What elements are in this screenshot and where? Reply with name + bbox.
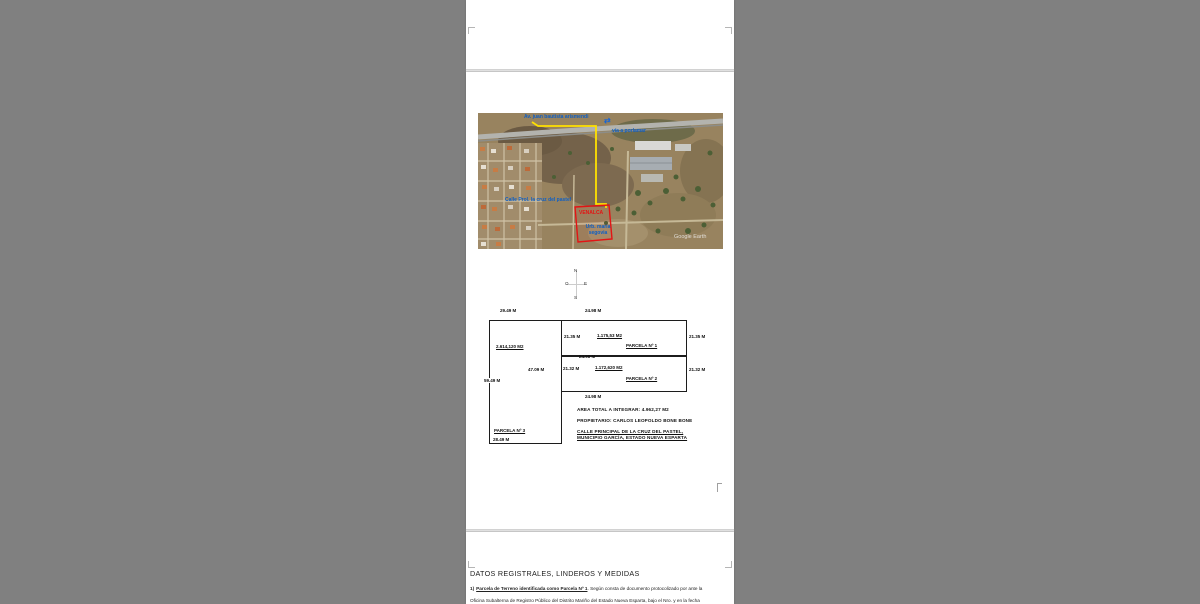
total-area-text: AREA TOTAL A INTEGRAR: 4.962,27 M2 [577,407,669,412]
neighborhood-label: Urb. maría segovia [585,224,611,236]
road-direction-label: vía a porlamar [612,128,646,134]
street-label: Calle Prol. la cruz del pastel [505,197,572,203]
margin-mark-icon [717,483,722,492]
margin-corner-icon [725,27,732,34]
dim-label: 21.35 M [689,334,706,339]
dim-label: 21.32 M [689,367,706,372]
margin-corner-icon [468,561,475,568]
dim-label: 59.49 M [484,378,501,383]
page-1[interactable] [466,0,734,69]
registry-item-1-line2: Oficina Subalterna de Registro Público del Distrito Mariño del Estado Nueva Esparta, bajo el Nro. y en la fecha [470,598,700,603]
double-arrow-icon: ⇄ [604,116,611,125]
registry-item-1 [470,586,732,592]
parcel2-label: PARCELA Nº 2 [626,376,658,381]
page-3[interactable] [466,532,734,604]
area-label: 1.175,53 M2 [597,333,623,338]
page-2[interactable] [466,72,734,529]
item-text: . Según consta de documento protocolizado por ante la [587,586,703,591]
document-column [466,0,734,604]
dim-label: 21.35 M [564,334,581,339]
item-title: Parcela de Terreno identificada como Parcela Nº 1 [476,586,588,591]
area-label: 2.614,120 M2 [496,344,524,349]
dim-label: 47.09 M [528,367,545,372]
parcel1-label: PARCELA Nº 1 [626,343,658,348]
satellite-map-image[interactable] [478,113,723,249]
item-number: 1) [470,586,475,591]
dim-label: 28.49 M [493,437,510,442]
dim-label: 24.98 M [579,354,596,359]
road-label: Av. juan bautista arismendi [524,114,589,120]
compass-rose [564,268,590,302]
dim-label: 29.49 M [500,308,517,313]
compass-north: N [574,268,578,273]
section-heading: DATOS REGISTRALES, LINDEROS Y MEDIDAS [470,569,640,578]
compass-south: S [574,295,578,300]
dim-label: 24.98 M [585,394,602,399]
compass-east: E [584,281,588,286]
margin-corner-icon [725,561,732,568]
parcel3-label: PARCELA Nº 3 [494,428,526,433]
google-earth-watermark: Google Earth [674,234,707,240]
dim-label: 21.32 M [563,366,580,371]
parcel2-box [561,356,687,392]
margin-corner-icon [468,27,475,34]
address-line2: MUNICIPIO GARCÍA, ESTADO NUEVA ESPARTA [577,435,688,440]
owner-text: PROPIETARIO: CARLOS LEOPOLDO BONE BONE [577,418,693,423]
dim-label: 24.98 M [585,308,602,313]
parcel-name-label: VENALCA [579,210,604,216]
compass-west: O [565,281,569,286]
address-line1: CALLE PRINCIPAL DE LA CRUZ DEL PASTEL, [577,429,684,434]
area-label: 1.172,620 M2 [595,365,623,370]
